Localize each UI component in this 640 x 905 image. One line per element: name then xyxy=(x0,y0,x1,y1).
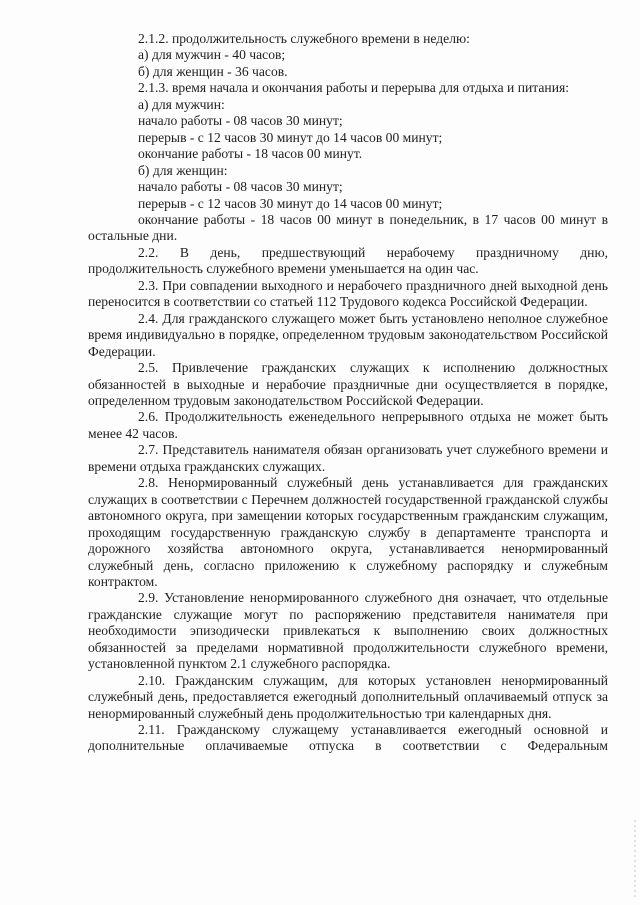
paragraph: 2.2. В день, предшествующий нерабочему праздничному дню, продолжительность служебного времени уменьшается на один час. xyxy=(88,244,608,277)
paragraph: окончание работы - 18 часов 00 минут в понедельник, в 17 часов 00 минут в остальные дни. xyxy=(88,211,608,244)
paragraph: 2.10. Гражданским служащим, для которых установлен ненормированный служебный день, предоставляется ежегодный дополнительный оплачиваемый отпуск за ненормированный служебный день продолжительностью три календарных дня. xyxy=(88,672,608,721)
paragraph: б) для женщин: xyxy=(138,162,228,178)
paragraph: а) для мужчин - 40 часов; xyxy=(138,47,286,63)
paragraph: 2.11. Гражданскому служащему устанавливается ежегодный основной и дополнительные оплачиваемые отпуска в соответствии с Федеральным xyxy=(88,722,608,754)
paragraph: 2.7. Представитель нанимателя обязан организовать учет служебного времени и времени отдыха гражданских служащих. xyxy=(88,442,608,474)
paragraph: б) для женщин - 36 часов. xyxy=(138,63,288,79)
paragraph: начало работы - 08 часов 30 минут; xyxy=(138,179,343,195)
paragraph: перерыв - с 12 часов 30 минут до 14 часов 00 минут; xyxy=(138,195,443,211)
paragraph: 2.4. Для гражданского служащего может быть установлено неполное служебное время индивидуально в порядке, определенном трудовым законодательством Российской Федерации. xyxy=(88,310,608,359)
paragraph: 2.9. Установление ненормированного служебного дня означает, что отдельные гражданские служащие могут по распоряжению представителя нанимателя при необходимости эпизодически привлекаться к выполнению своих должностных обязанностей за пределами нормативной продолжительности служебного времени, установленной пунктом 2.1 служебного распорядка. xyxy=(88,590,608,672)
paragraph: 2.5. Привлечение гражданских служащих к исполнению должностных обязанностей в выходные и нерабочие праздничные дни осуществляется в порядке, определенном трудовым законодательством Российской Федерации. xyxy=(88,360,608,408)
paragraph: начало работы - 08 часов 30 минут; xyxy=(138,113,343,129)
paragraph: 2.1.3. время начала и окончания работы и перерыва для отдыха и питания: xyxy=(138,80,570,96)
document-body xyxy=(88,31,608,755)
scan-edge-mark xyxy=(634,820,636,900)
paragraph: 2.1.2. продолжительность служебного времени в неделю: xyxy=(138,31,470,46)
paragraph: 2.3. При совпадении выходного и нерабочего праздничного дней выходной день переносится в соответствии со статьей 112 Трудового кодекса Российской Федерации. xyxy=(88,277,608,310)
paragraph: 2.8. Ненормированный служебный день устанавливается для гражданских служащих в соответствии с Перечнем должностей государственной гражданской службы автономного округа, при замещении которых государственным гражданским служащим, проходящим государственную гражданскую службу в департаменте транспорта и дорожного хозяйства автономного округа, устанавливается ненормированный служебный день, согласно приложению к служебному распорядку и служебным контрактом. xyxy=(88,475,608,589)
paragraph: перерыв - с 12 часов 30 минут до 14 часов 00 минут; xyxy=(138,129,443,145)
paragraph: а) для мужчин: xyxy=(138,96,225,112)
paragraph: 2.6. Продолжительность еженедельного непрерывного отдыха не может быть менее 42 часов. xyxy=(88,409,608,441)
paragraph: окончание работы - 18 часов 00 минут. xyxy=(138,146,363,162)
